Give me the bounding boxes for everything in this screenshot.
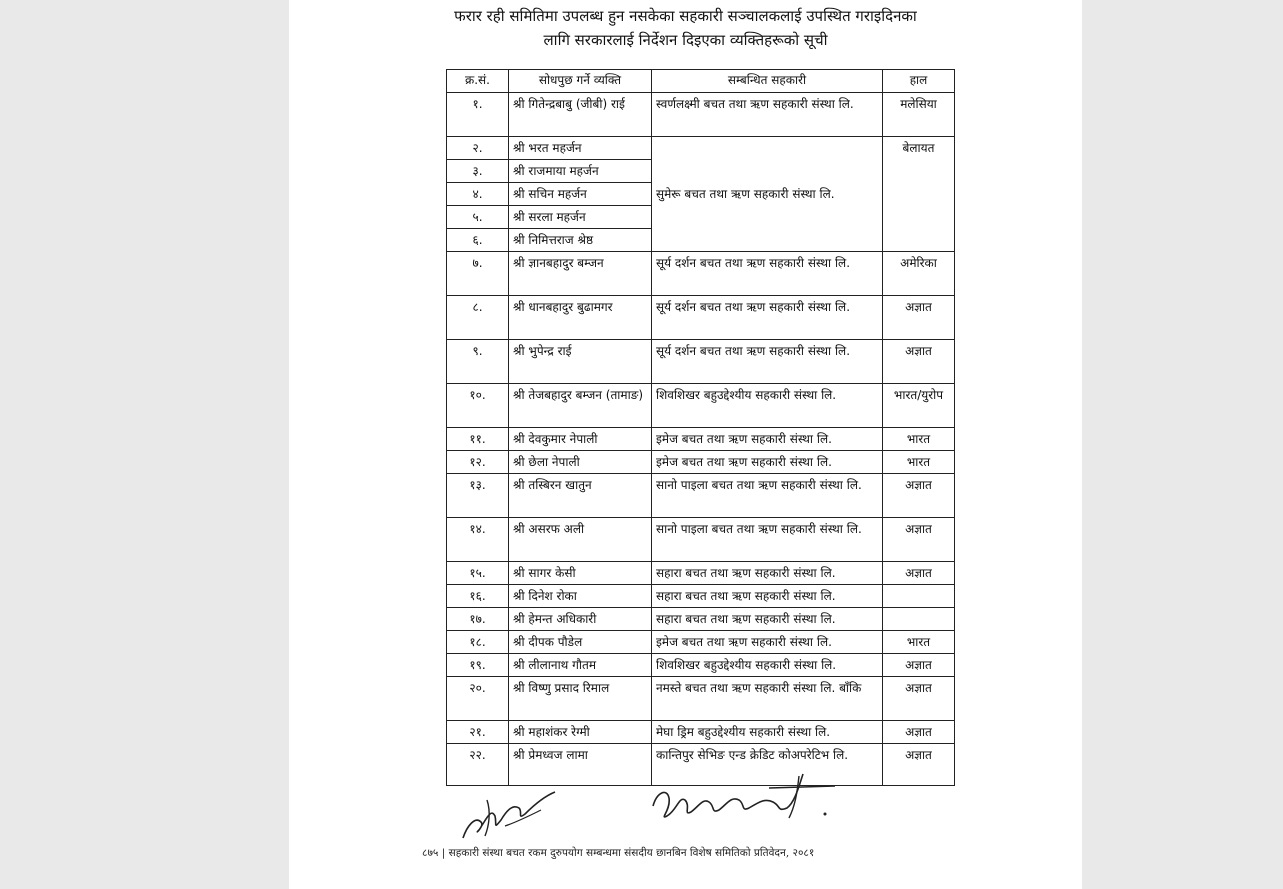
table-row [447, 631, 955, 654]
row-person: श्री ज्ञानबहादुर बम्जन [509, 252, 652, 296]
row-serial: १९. [447, 654, 509, 677]
row-location: अज्ञात [883, 340, 955, 384]
row-serial: १४. [447, 518, 509, 562]
header-current-location: हाल [883, 70, 955, 93]
row-serial: १८. [447, 631, 509, 654]
row-cooperative: सूर्य दर्शन बचत तथा ऋण सहकारी संस्था लि. [652, 296, 883, 340]
title-line-2: लागि सरकारलाई निर्देशन दिइएका व्यक्तिहरूको सूची [543, 31, 828, 49]
row-serial: ३. [447, 160, 509, 183]
row-cooperative: सूर्य दर्शन बचत तथा ऋण सहकारी संस्था लि. [652, 340, 883, 384]
row-person: श्री सचिन महर्जन [509, 183, 652, 206]
row-person: श्री दिनेश रोका [509, 585, 652, 608]
row-person: श्री महाशंकर रेग्मी [509, 721, 652, 744]
table-row [447, 340, 955, 384]
row-person: श्री छेला नेपाली [509, 451, 652, 474]
table-header-row [447, 70, 955, 93]
table-row [447, 608, 955, 631]
row-serial: ११. [447, 428, 509, 451]
row-serial: ७. [447, 252, 509, 296]
table-row [447, 384, 955, 428]
row-serial: ६. [447, 229, 509, 252]
row-cooperative: सूर्य दर्शन बचत तथा ऋण सहकारी संस्था लि. [652, 252, 883, 296]
signature-left [457, 786, 557, 844]
table-row [447, 93, 955, 137]
table-row [447, 474, 955, 518]
document-title [289, 4, 1082, 52]
row-serial: ९. [447, 340, 509, 384]
row-serial: २२. [447, 744, 509, 786]
row-location: भारत [883, 451, 955, 474]
header-cooperative: सम्बन्धित सहकारी [652, 70, 883, 93]
row-cooperative: सानो पाइला बचत तथा ऋण सहकारी संस्था लि. [652, 474, 883, 518]
row-serial: १३. [447, 474, 509, 518]
row-location: भारत [883, 428, 955, 451]
page-footer: ८७५ | सहकारी संस्था बचत रकम दुरुपयोग सम्बन्धमा संसदीय छानबिन विशेष समितिको प्रतिवेदन, २०८१ [422, 847, 815, 859]
row-cooperative: मेघा ड्रिम बहुउद्देश्यीय सहकारी संस्था लि. [652, 721, 883, 744]
row-cooperative: स्वर्णलक्ष्मी बचत तथा ऋण सहकारी संस्था लि. [652, 93, 883, 137]
row-serial: १२. [447, 451, 509, 474]
row-location: अमेरिका [883, 252, 955, 296]
row-serial: १६. [447, 585, 509, 608]
row-cooperative: इमेज बचत तथा ऋण सहकारी संस्था लि. [652, 451, 883, 474]
row-person: श्री प्रेमध्वज लामा [509, 744, 652, 786]
row-person: श्री भुपेन्द्र राई [509, 340, 652, 384]
table-row [447, 654, 955, 677]
row-location: अज्ञात [883, 744, 955, 786]
table-row [447, 296, 955, 340]
table-row [447, 562, 955, 585]
row-serial: ५. [447, 206, 509, 229]
row-person: श्री सागर केसी [509, 562, 652, 585]
row-person: श्री तस्बिरन खातुन [509, 474, 652, 518]
row-person: श्री सरला महर्जन [509, 206, 652, 229]
row-person: श्री धानबहादुर बुढामगर [509, 296, 652, 340]
row-cooperative: शिवशिखर बहुउद्देश्यीय सहकारी संस्था लि. [652, 654, 883, 677]
row-cooperative: सुमेरू बचत तथा ऋण सहकारी संस्था लि. [652, 137, 883, 252]
row-person: श्री विष्णु प्रसाद रिमाल [509, 677, 652, 721]
row-location: मलेसिया [883, 93, 955, 137]
row-location: अज्ञात [883, 654, 955, 677]
row-cooperative: सहारा बचत तथा ऋण सहकारी संस्था लि. [652, 608, 883, 631]
row-cooperative: इमेज बचत तथा ऋण सहकारी संस्था लि. [652, 428, 883, 451]
row-person: श्री लीलानाथ गौतम [509, 654, 652, 677]
row-location [883, 585, 955, 608]
row-location: अज्ञात [883, 474, 955, 518]
table-row [447, 677, 955, 721]
row-person: श्री भरत महर्जन [509, 137, 652, 160]
table-row [447, 252, 955, 296]
row-person: श्री दीपक पौडेल [509, 631, 652, 654]
row-location: अज्ञात [883, 296, 955, 340]
table-row [447, 428, 955, 451]
title-line-1: फरार रही समितिमा उपलब्ध हुन नसकेका सहकारी सञ्चालकलाई उपस्थित गराइदिनका [454, 7, 917, 25]
row-person: श्री हेमन्त अधिकारी [509, 608, 652, 631]
row-location: भारत [883, 631, 955, 654]
row-person: श्री निमित्तराज श्रेष्ठ [509, 229, 652, 252]
row-location: अज्ञात [883, 562, 955, 585]
row-person: श्री तेजबहादुर बम्जन (तामाङ) [509, 384, 652, 428]
row-serial: २०. [447, 677, 509, 721]
row-person: श्री असरफ अली [509, 518, 652, 562]
row-serial: १०. [447, 384, 509, 428]
row-cooperative: नमस्ते बचत तथा ऋण सहकारी संस्था लि. बाँकि [652, 677, 883, 721]
row-cooperative: सहारा बचत तथा ऋण सहकारी संस्था लि. [652, 562, 883, 585]
row-cooperative: शिवशिखर बहुउद्देश्यीय सहकारी संस्था लि. [652, 384, 883, 428]
persons-table [446, 69, 955, 786]
row-location: बेलायत [883, 137, 955, 252]
row-serial: २१. [447, 721, 509, 744]
row-serial: ४. [447, 183, 509, 206]
row-serial: १५. [447, 562, 509, 585]
row-location: भारत/युरोप [883, 384, 955, 428]
row-person: श्री देवकुमार नेपाली [509, 428, 652, 451]
row-serial: १७. [447, 608, 509, 631]
row-serial: ८. [447, 296, 509, 340]
table-row [447, 721, 955, 744]
row-person: श्री गितेन्द्रबाबु (जीबी) राई [509, 93, 652, 137]
table-row [447, 518, 955, 562]
row-cooperative: कान्तिपुर सेभिङ एन्ड क्रेडिट कोअपरेटिभ लि. [652, 744, 883, 786]
row-serial: १. [447, 93, 509, 137]
row-location: अज्ञात [883, 677, 955, 721]
signature-right [649, 766, 839, 834]
row-cooperative: इमेज बचत तथा ऋण सहकारी संस्था लि. [652, 631, 883, 654]
header-serial: क्र.सं. [447, 70, 509, 93]
table-row [447, 137, 955, 160]
document-page [289, 0, 1082, 889]
row-person: श्री राजमाया महर्जन [509, 160, 652, 183]
row-location: अज्ञात [883, 518, 955, 562]
row-serial: २. [447, 137, 509, 160]
row-location [883, 608, 955, 631]
row-location: अज्ञात [883, 721, 955, 744]
row-cooperative: सानो पाइला बचत तथा ऋण सहकारी संस्था लि. [652, 518, 883, 562]
row-cooperative: सहारा बचत तथा ऋण सहकारी संस्था लि. [652, 585, 883, 608]
table-row [447, 451, 955, 474]
header-person: सोधपुछ गर्ने व्यक्ति [509, 70, 652, 93]
table-row [447, 585, 955, 608]
